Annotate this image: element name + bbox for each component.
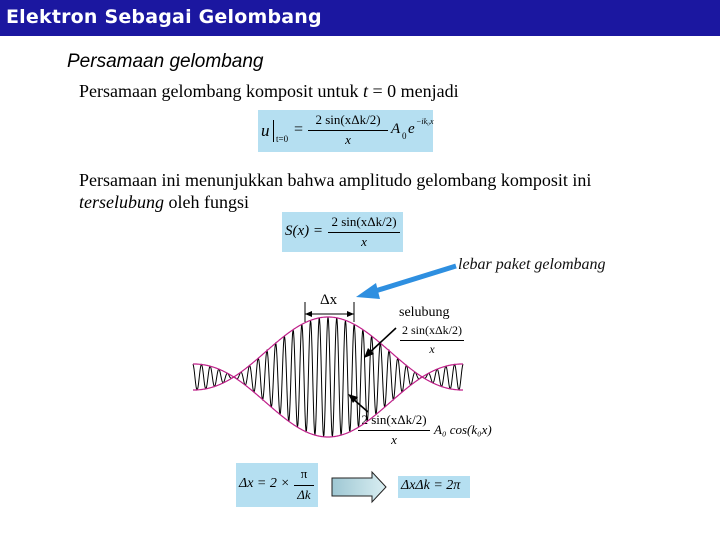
delta-x-arrow-right — [347, 311, 354, 317]
fig-wave-num: 2 sin(xΔk/2) — [361, 412, 427, 427]
eq1-den: x — [345, 132, 351, 147]
eq3-den: Δk — [297, 487, 311, 502]
eq1-num: 2 sin(xΔk/2) — [315, 112, 381, 127]
eq2-num: 2 sin(xΔk/2) — [331, 214, 397, 229]
eq1-tail-sub: 0 — [402, 131, 407, 141]
annotation-arrow-shaft — [372, 266, 456, 292]
eq2-lhs: S(x) = — [285, 223, 324, 239]
eq1-tail: A — [391, 121, 401, 137]
eq1-eq: = — [294, 121, 304, 138]
eq4-text: ΔxΔk = 2π — [401, 478, 461, 493]
wave-packet-width-label: lebar paket gelombang — [458, 256, 606, 273]
eq3-lhs: Δx = 2 × — [239, 476, 290, 491]
eq3-num: π — [300, 466, 308, 481]
eq2-den: x — [361, 234, 367, 249]
eq1-sub: t=0 — [276, 134, 289, 144]
line3-rest: oleh fungsi — [164, 192, 249, 212]
delta-x-arrow-left — [305, 311, 312, 317]
line1-prefix: Persamaan gelombang komposit untuk — [79, 81, 363, 101]
fig-envelope-num: 2 sin(xΔk/2) — [401, 323, 463, 337]
envelope-label: selubung — [399, 305, 450, 320]
paragraph-line-2: Persamaan ini menunjukkan bahwa amplitudo gelombang komposit ini — [79, 170, 592, 190]
fig-wave-den: x — [391, 432, 397, 447]
eq1-exp-base: e — [408, 121, 415, 137]
annotation-arrow-head — [356, 283, 380, 299]
slide-title: Elektron Sebagai Gelombang — [6, 6, 322, 28]
eq1-exponent: −ik₀x — [416, 117, 434, 126]
line3-italic: terselubung — [79, 192, 164, 212]
envelope-upper-curve — [193, 317, 463, 390]
fig-envelope-den: x — [429, 342, 435, 356]
delta-x-label: Δx — [320, 292, 338, 308]
implies-arrow — [332, 472, 386, 502]
fig-wave-tail: A₀ cos(k₀x) — [434, 422, 492, 437]
subtitle: Persamaan gelombang — [67, 51, 264, 72]
eq1-lhs: u — [261, 121, 270, 140]
line1-suffix: = 0 menjadi — [367, 81, 459, 101]
line1-t: t — [362, 81, 368, 101]
envelope-lower-curve — [193, 364, 463, 437]
